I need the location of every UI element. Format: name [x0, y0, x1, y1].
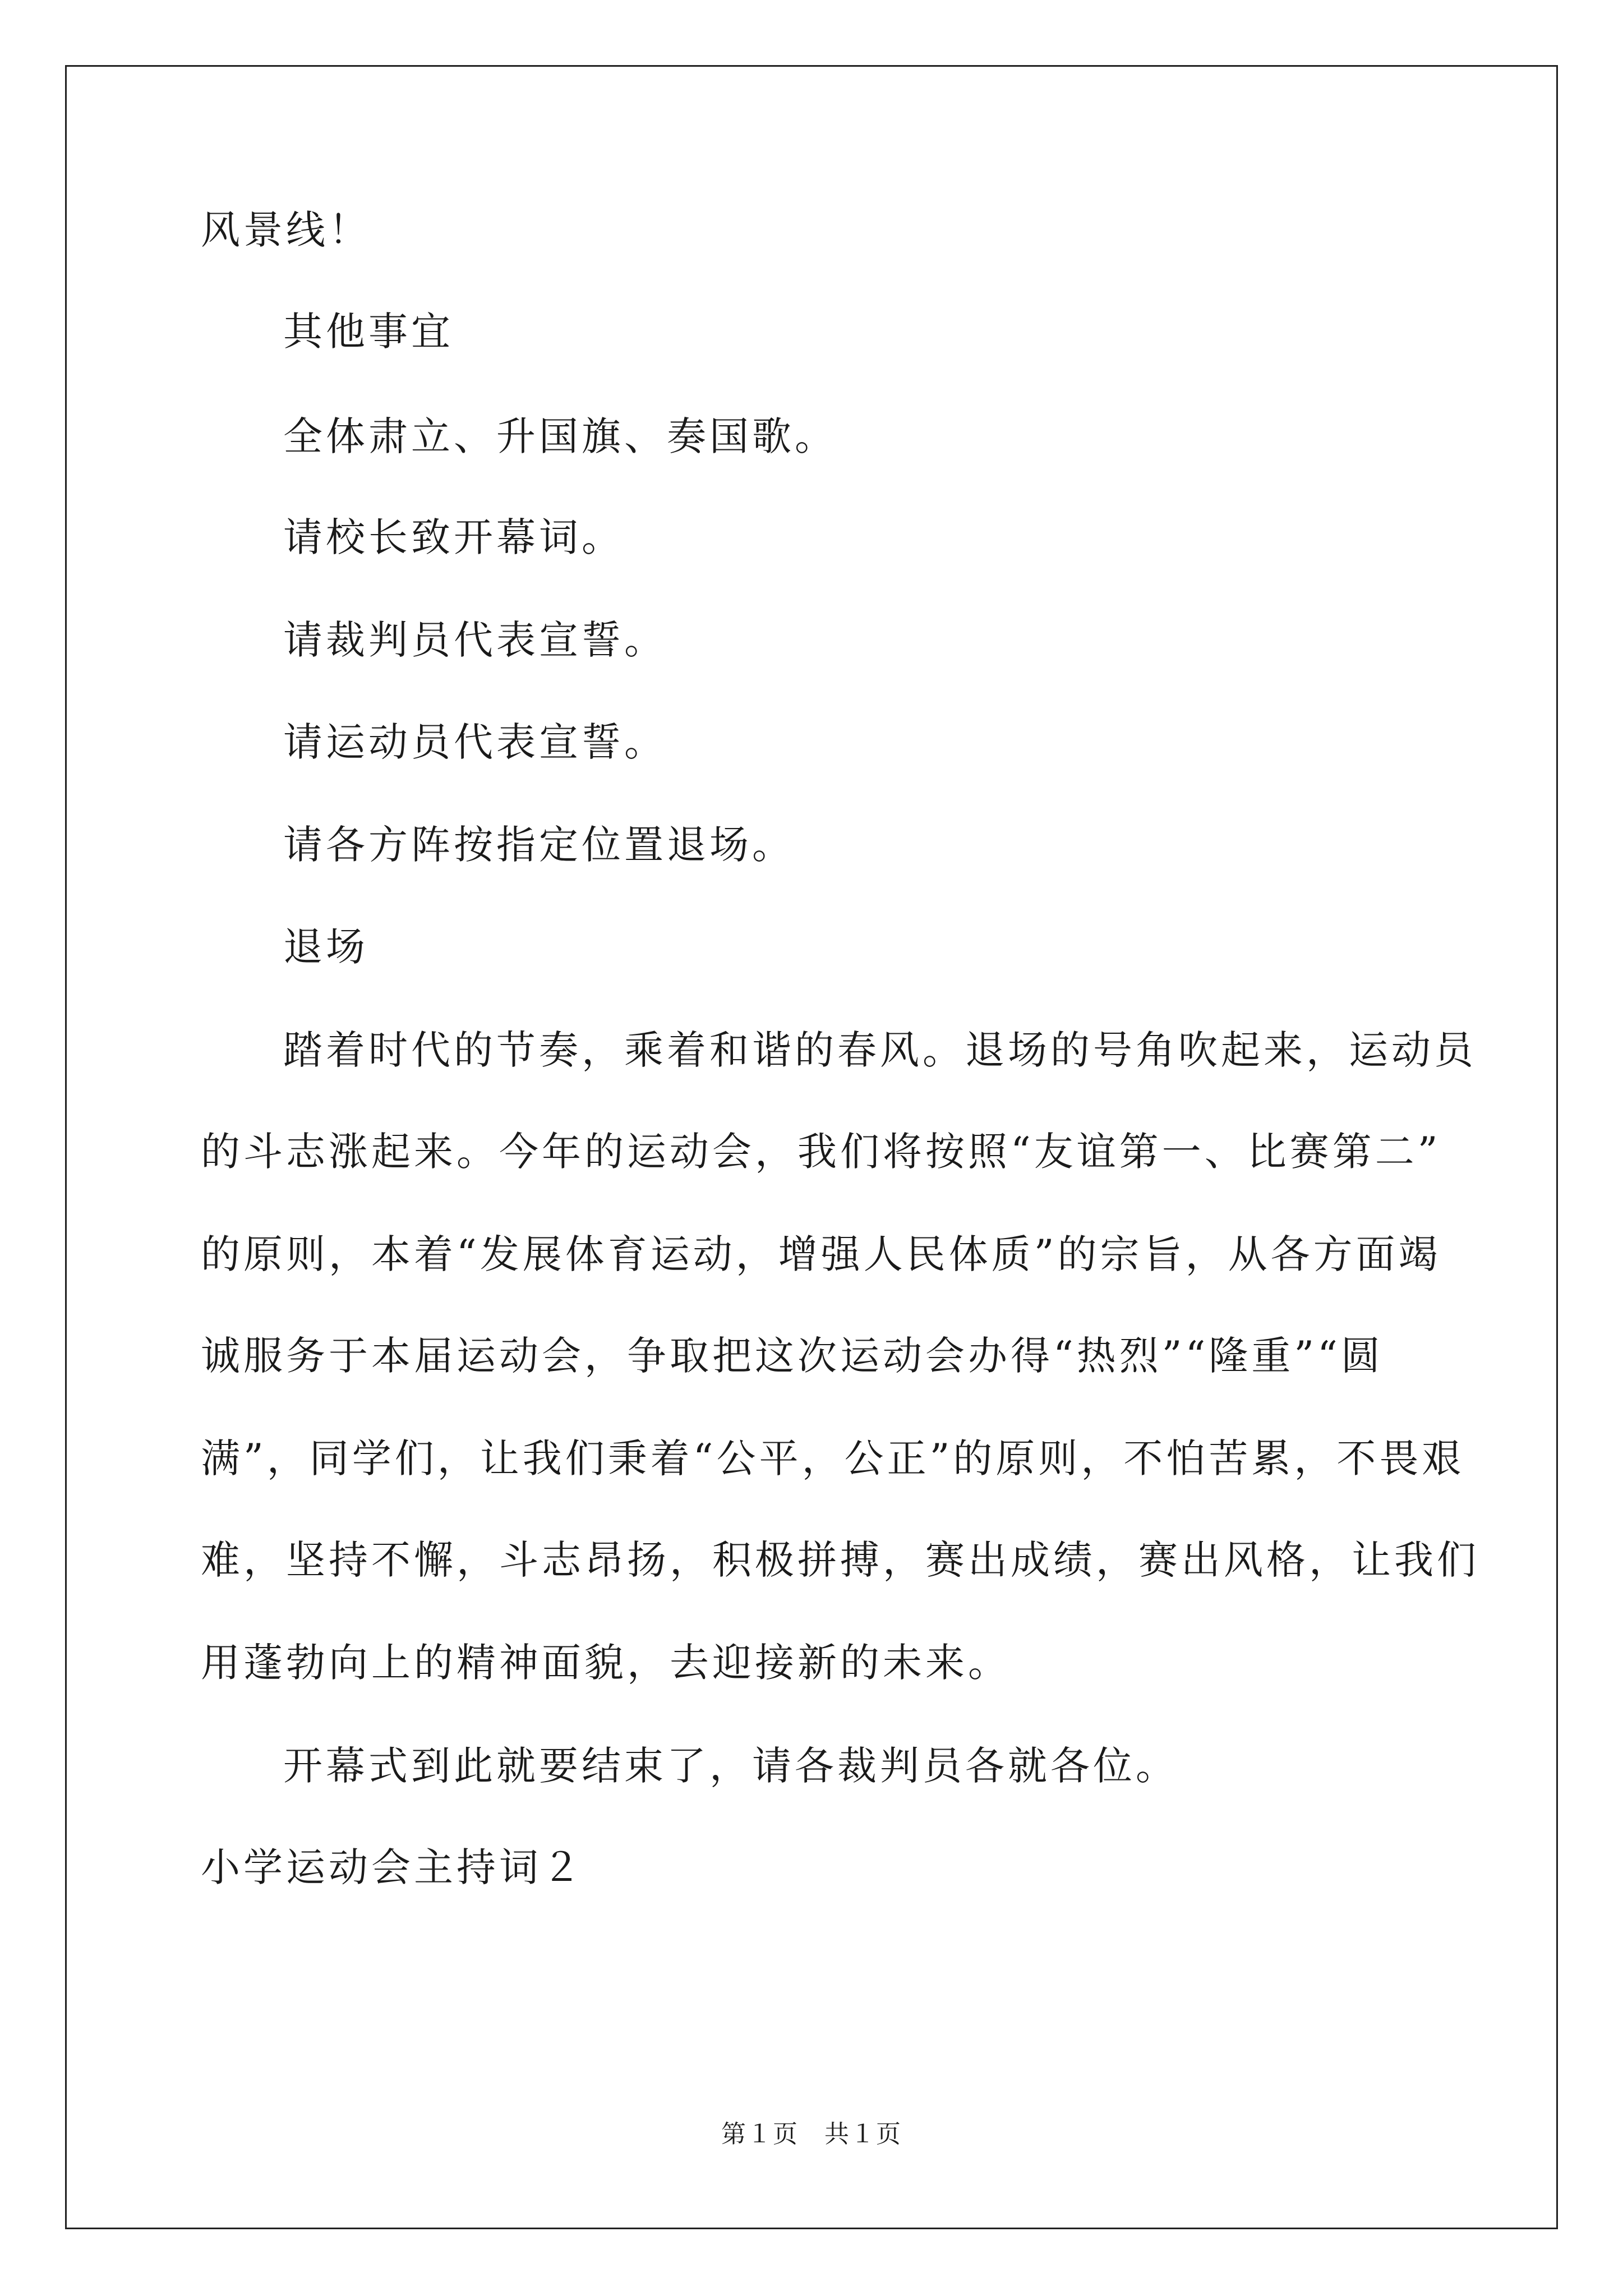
- paragraph-body-line: 满”，同学们，让我们秉着“公平，公正”的原则，不怕苦累，不畏艰: [201, 1435, 1465, 1481]
- paragraph-body-line: 难，坚持不懈，斗志昂扬，积极拼搏，赛出成绩，赛出风格，让我们: [201, 1537, 1479, 1583]
- paragraph-body-line: 的原则，本着“发展体育运动，增强人民体质”的宗旨，从各方面竭: [201, 1231, 1441, 1277]
- page-number: 第１页 共１页: [721, 2120, 902, 2148]
- paragraph-body-line: 用蓬勃向上的精神面貌，去迎接新的未来。: [201, 1640, 1011, 1686]
- paragraph-body-line: 诚服务于本届运动会，争取把这次运动会办得“热烈”“隆重”“圆: [201, 1333, 1384, 1379]
- paragraph-athlete-oath: 请运动员代表宣誓。: [283, 719, 667, 765]
- paragraph-flag-anthem: 全体肃立、升国旗、奏国歌。: [283, 413, 837, 459]
- section-heading-exit: 退场: [283, 924, 368, 970]
- next-section-title: 小学运动会主持词２: [201, 1844, 584, 1890]
- section-heading-other-matters: 其他事宜: [283, 309, 454, 355]
- paragraph-referee-oath: 请裁判员代表宣誓。: [283, 617, 667, 663]
- paragraph-principal-speech: 请校长致开幕词。: [283, 514, 624, 560]
- paragraph-body-line: 的斗志涨起来。今年的运动会，我们将按照“友谊第一、比赛第二”: [201, 1129, 1441, 1175]
- paragraph-exit-instruction: 请各方阵按指定位置退场。: [283, 822, 795, 868]
- paragraph-body-line: 踏着时代的节奏，乘着和谐的春风。退场的号角吹起来，运动员: [283, 1027, 1477, 1073]
- text-line-closing: 风景线！: [201, 207, 371, 253]
- paragraph-closing-remark: 开幕式到此就要结束了，请各裁判员各就各位。: [283, 1743, 1178, 1789]
